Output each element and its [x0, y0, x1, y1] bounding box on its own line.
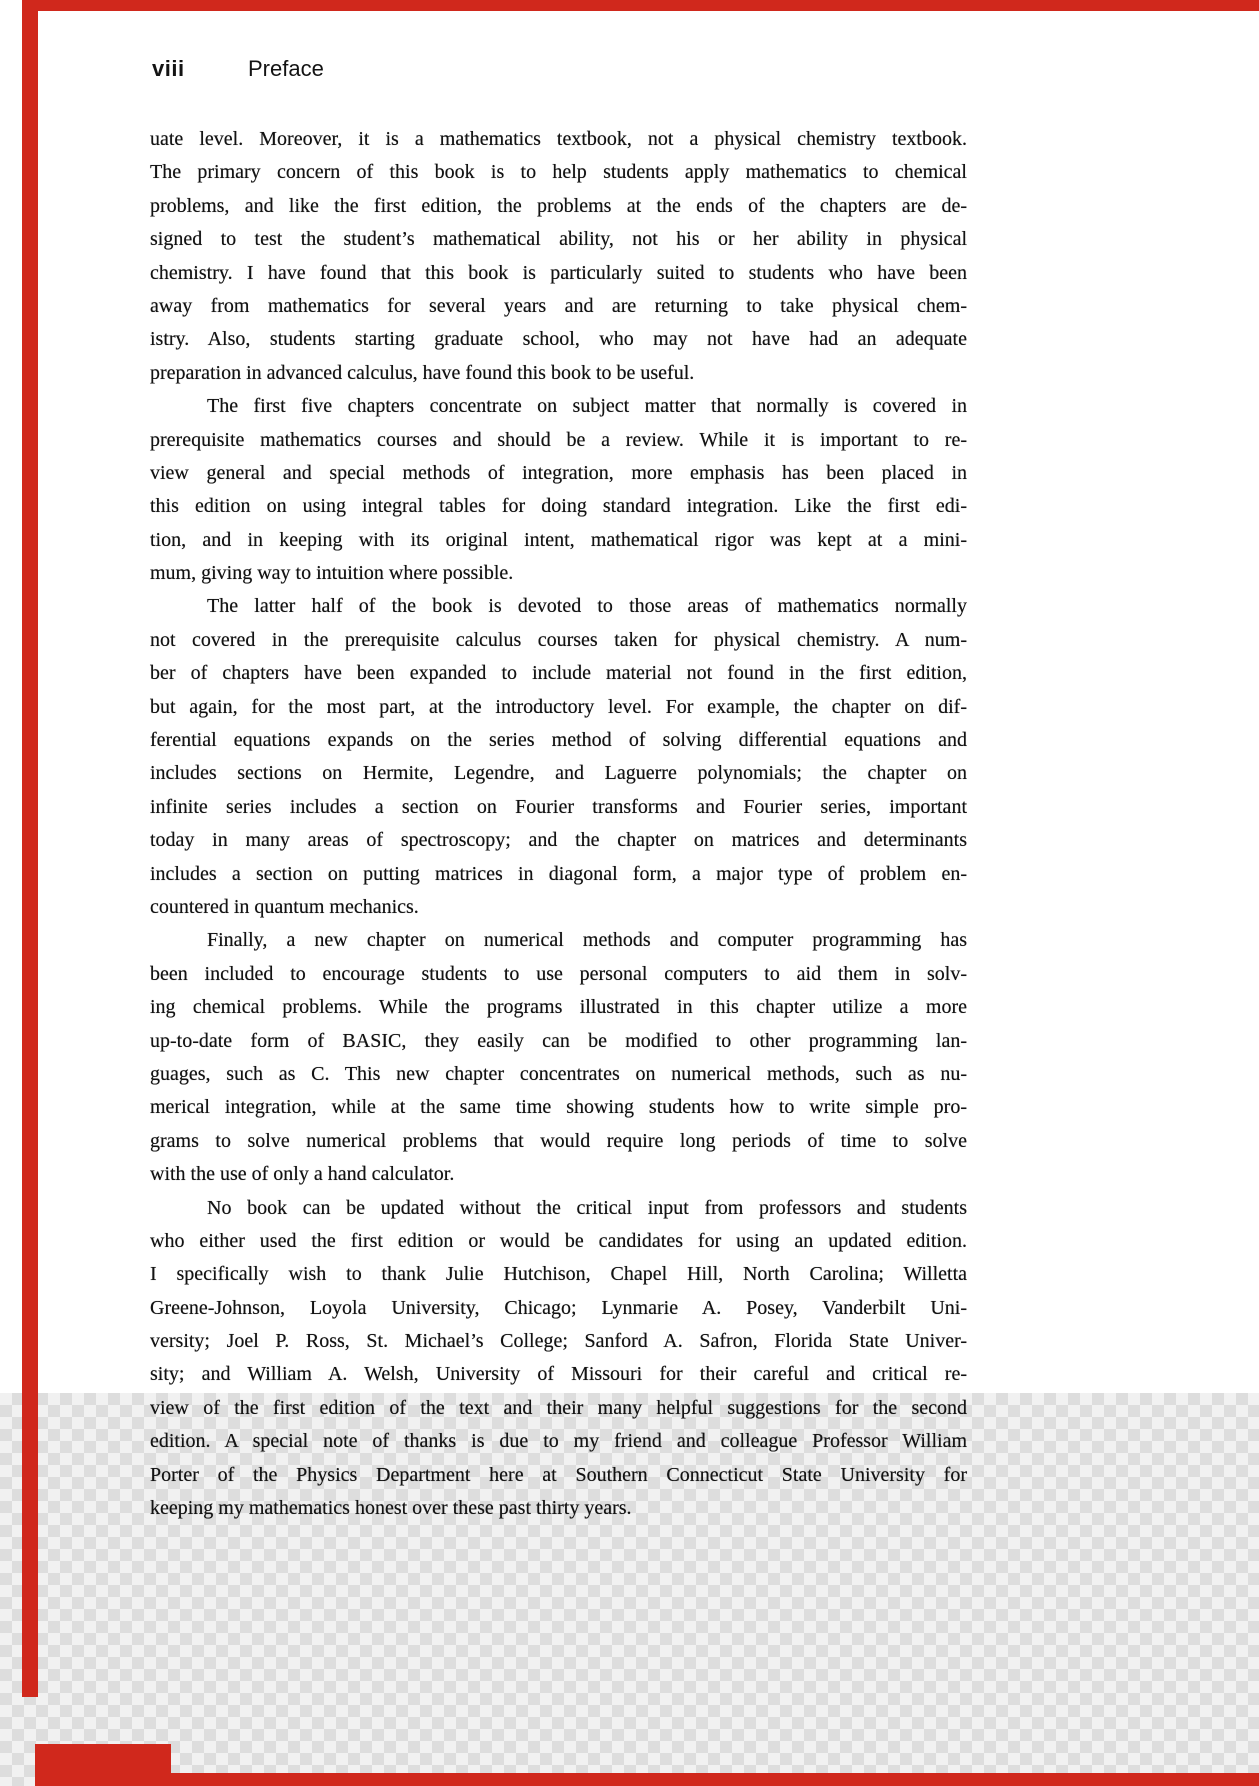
text-line: ing chemical problems. While the programs illustrated in this chapter utilize a more — [150, 996, 967, 1019]
text-line: The latter half of the book is devoted to those areas of mathematics normally — [207, 595, 967, 618]
text-line: grams to solve numerical problems that would require long periods of time to solve — [150, 1129, 967, 1152]
text-line: up-to-date form of BASIC, they easily can be modified to other programming lan- — [150, 1029, 967, 1052]
text-line: infinite series includes a section on Fourier transforms and Fourier series, important — [150, 795, 967, 818]
text-line: view of the first edition of the text and their many helpful suggestions for the second — [150, 1396, 967, 1419]
text-line: merical integration, while at the same time showing students how to write simple pro- — [150, 1096, 967, 1119]
text-line: not covered in the prerequisite calculus courses taken for physical chemistry. A num- — [150, 628, 967, 651]
running-header — [152, 56, 324, 82]
text-line: Greene-Johnson, Loyola University, Chicago; Lynmarie A. Posey, Vanderbilt Uni- — [150, 1296, 967, 1319]
text-line: edition. A special note of thanks is due to my friend and colleague Professor William — [150, 1430, 967, 1453]
text-line: versity; Joel P. Ross, St. Michael’s College; Sanford A. Safron, Florida State Univer- — [150, 1330, 967, 1353]
scan-edge-bottom-left — [35, 1744, 171, 1786]
text-line: Porter of the Physics Department here at Southern Connecticut State University for — [150, 1463, 967, 1486]
text-line: this edition on using integral tables for doing standard integration. Like the first edi- — [150, 495, 967, 518]
text-line: problems, and like the first edition, the problems at the ends of the chapters are de- — [150, 194, 967, 217]
text-line: prerequisite mathematics courses and should be a review. While it is important to re- — [150, 428, 967, 451]
text-line: tion, and in keeping with its original intent, mathematical rigor was kept at a mini- — [150, 528, 967, 551]
text-line: but again, for the most part, at the introductory level. For example, the chapter on dif- — [150, 695, 967, 718]
scan-edge-bottom — [171, 1773, 1259, 1786]
text-line: includes a section on putting matrices in diagonal form, a major type of problem en- — [150, 862, 967, 885]
text-line: mum, giving way to intuition where possible. — [150, 562, 514, 585]
text-line: The first five chapters concentrate on subject matter that normally is covered in — [207, 395, 967, 418]
text-line: view general and special methods of integration, more emphasis has been placed in — [150, 461, 967, 484]
text-line: countered in quantum mechanics. — [150, 895, 419, 918]
text-line: istry. Also, students starting graduate school, who may not have had an adequate — [150, 328, 967, 351]
text-line: guages, such as C. This new chapter concentrates on numerical methods, such as nu- — [150, 1062, 967, 1085]
text-line: away from mathematics for several years and are returning to take physical chem- — [150, 294, 967, 317]
page-title: Preface — [248, 56, 324, 81]
text-line: ferential equations expands on the series method of solving differential equations and — [150, 729, 967, 752]
text-line: I specifically wish to thank Julie Hutchison, Chapel Hill, North Carolina; Willetta — [150, 1263, 967, 1286]
text-line: today in many areas of spectroscopy; and the chapter on matrices and determinants — [150, 829, 967, 852]
text-line: who either used the first edition or would be candidates for using an updated edition. — [150, 1229, 967, 1252]
scan-edge-left — [22, 0, 38, 1697]
text-line: No book can be updated without the critical input from professors and students — [207, 1196, 967, 1219]
text-line: The primary concern of this book is to help students apply mathematics to chemical — [150, 161, 967, 184]
text-line: with the use of only a hand calculator. — [150, 1163, 455, 1186]
text-line: sity; and William A. Welsh, University of Missouri for their careful and critical re- — [150, 1363, 967, 1386]
text-line: includes sections on Hermite, Legendre, and Laguerre polynomials; the chapter on — [150, 762, 967, 785]
scan-edge-top — [22, 0, 1259, 11]
text-line: uate level. Moreover, it is a mathematics textbook, not a physical chemistry textbook. — [150, 128, 967, 150]
text-line: preparation in advanced calculus, have found this book to be useful. — [150, 361, 695, 384]
text-line: ber of chapters have been expanded to include material not found in the first edition, — [150, 662, 967, 685]
preface-text — [150, 123, 967, 1525]
page-number: viii — [152, 56, 185, 81]
text-line: Finally, a new chapter on numerical methods and computer programming has — [207, 929, 967, 952]
text-line: signed to test the student’s mathematical ability, not his or her ability in physical — [150, 228, 967, 251]
text-line: been included to encourage students to use personal computers to aid them in solv- — [150, 962, 967, 985]
text-line: keeping my mathematics honest over these past thirty years. — [150, 1497, 632, 1520]
text-line: chemistry. I have found that this book is particularly suited to students who have been — [150, 261, 967, 284]
